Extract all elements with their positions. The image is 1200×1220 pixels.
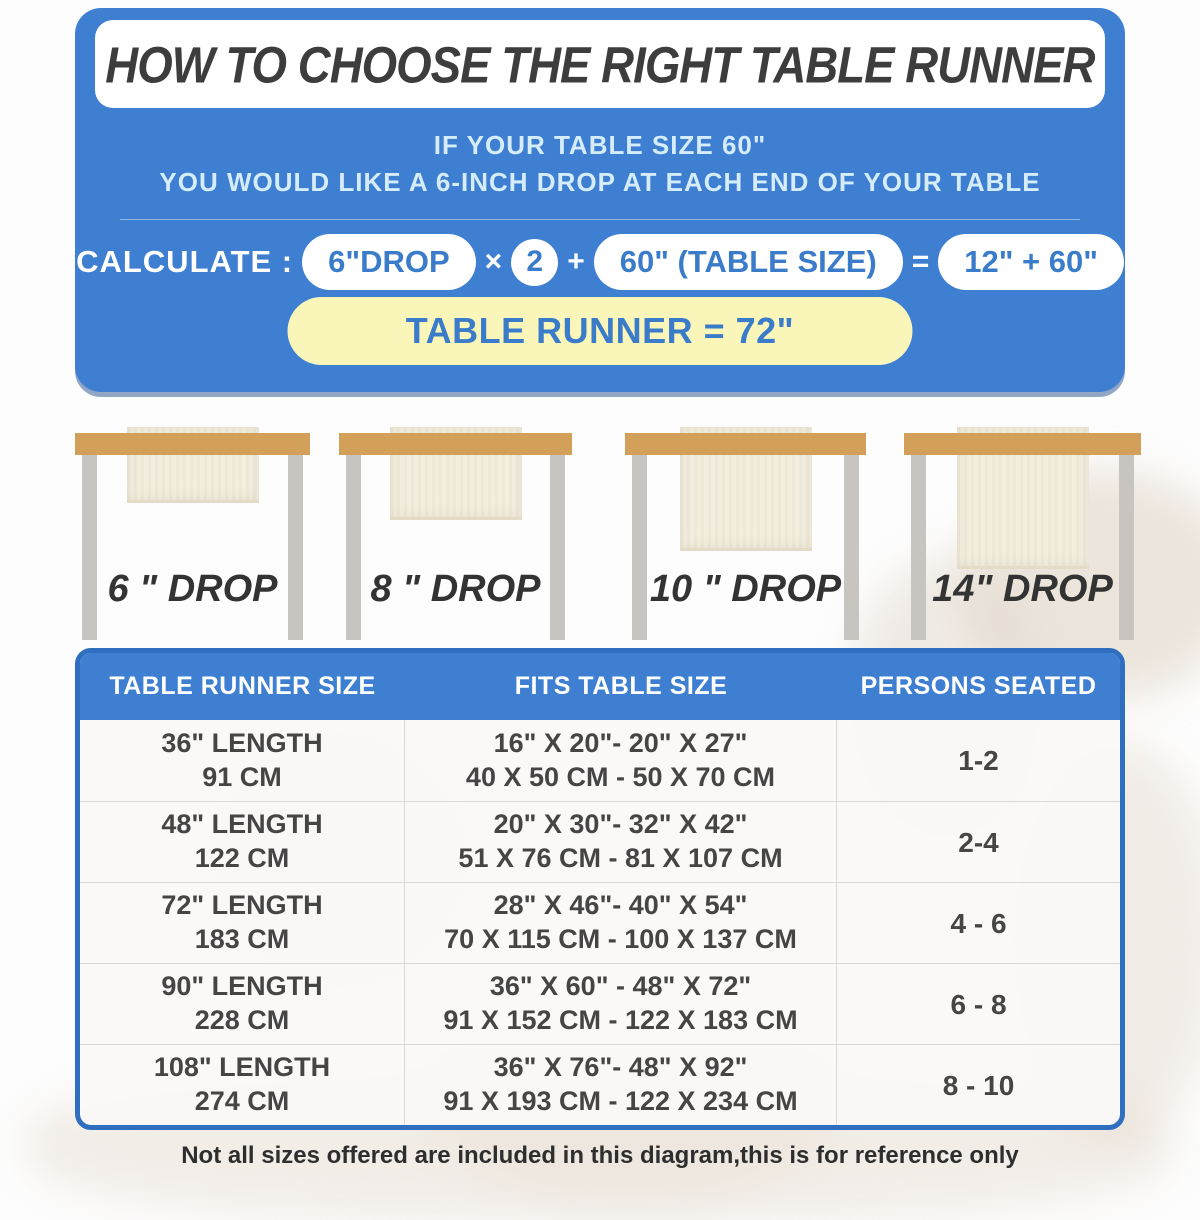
- column-header-persons: PERSONS SEATED: [860, 672, 1097, 700]
- fits-size-inches: 36" X 60" - 48" X 72": [489, 971, 752, 1002]
- persons-cell: 2-4: [958, 826, 999, 858]
- table-row: [80, 720, 1120, 801]
- fits-size-cm: 91 X 152 CM - 122 X 183 CM: [443, 1005, 798, 1035]
- fits-size-cell: [405, 964, 837, 1044]
- multiplier-badge: 2: [511, 239, 558, 286]
- tabletop-graphic: [75, 433, 310, 455]
- persons-cell: 8 - 10: [942, 1069, 1015, 1101]
- drop-label: 8 " DROP: [370, 568, 541, 610]
- table-row: [80, 963, 1120, 1044]
- fits-size-cell: [405, 883, 837, 963]
- divider-line: [120, 219, 1080, 220]
- fits-size-cell: [405, 802, 837, 882]
- fits-size-cell: [405, 720, 837, 801]
- result-highlight: TABLE RUNNER = 72": [288, 297, 913, 365]
- size-table-header-row: [80, 653, 1120, 720]
- multiply-sign: ×: [484, 245, 503, 278]
- table-leg-graphic: [346, 455, 361, 640]
- subtitle-table-size: IF YOUR TABLE SIZE 60": [433, 130, 767, 160]
- table-row: [80, 1044, 1120, 1125]
- drop-label: 14" DROP: [932, 568, 1113, 610]
- table-leg-graphic: [550, 455, 565, 640]
- table-row: [80, 801, 1120, 882]
- runner-size-inches: 36" LENGTH: [161, 727, 323, 758]
- persons-cell: 6 - 8: [950, 988, 1007, 1020]
- table-leg-graphic: [82, 455, 97, 640]
- runner-size-cm: 274 CM: [194, 1086, 290, 1116]
- page-title: HOW TO CHOOSE THE RIGHT TABLE RUNNER: [105, 35, 1095, 93]
- drop-examples-band: [0, 420, 1200, 648]
- fits-size-cm: 40 X 50 CM - 50 X 70 CM: [465, 761, 776, 792]
- fits-size-inches: 28" X 46"- 40" X 54": [493, 890, 748, 921]
- table-leg-graphic: [844, 455, 859, 640]
- runner-size-cm: 183 CM: [194, 924, 290, 954]
- persons-cell: 1-2: [958, 745, 999, 776]
- persons-cell: 4 - 6: [950, 907, 1007, 939]
- table-illustration-10-drop: [625, 420, 866, 648]
- runner-size-cell: [80, 883, 405, 963]
- fits-size-cm: 91 X 193 CM - 122 X 234 CM: [443, 1086, 798, 1116]
- tabletop-graphic: [339, 433, 572, 455]
- fits-size-cell: [405, 1045, 837, 1125]
- runner-size-cell: [80, 964, 405, 1044]
- plus-sign: +: [567, 245, 585, 278]
- table-illustration-8-drop: [339, 420, 572, 648]
- fits-size-inches: 16" X 20"- 20" X 27": [493, 727, 748, 758]
- size-reference-table: [75, 648, 1125, 1130]
- column-header-runner-size: TABLE RUNNER SIZE: [109, 672, 376, 700]
- runner-size-cm: 228 CM: [194, 1005, 290, 1035]
- fits-size-cm: 70 X 115 CM - 100 X 137 CM: [444, 924, 797, 954]
- equals-sign: =: [911, 245, 930, 278]
- runner-size-inches: 90" LENGTH: [161, 971, 323, 1002]
- subtitle-drop-wish: YOU WOULD LIKE A 6-INCH DROP AT EACH END OF YOUR TABLE: [159, 167, 1041, 197]
- calculation-row: [75, 234, 1125, 290]
- runner-size-cm: 122 CM: [194, 843, 290, 873]
- table-leg-graphic: [288, 455, 303, 640]
- drop-label: 6 " DROP: [107, 568, 278, 610]
- runner-size-cm: 91 CM: [202, 761, 282, 792]
- instructions-panel: [75, 8, 1125, 392]
- tabletop-graphic: [904, 433, 1141, 455]
- runner-size-cell: [80, 1045, 405, 1125]
- disclaimer-note: Not all sizes offered are included in this diagram,this is for reference only: [181, 1142, 1019, 1169]
- runner-size-inches: 48" LENGTH: [161, 809, 323, 840]
- drop-value-pill: 6"DROP: [302, 234, 476, 290]
- runner-size-inches: 108" LENGTH: [153, 1052, 331, 1083]
- runner-size-cell: [80, 802, 405, 882]
- fits-size-inches: 20" X 30"- 32" X 42": [493, 809, 748, 840]
- column-header-fits-size: FITS TABLE SIZE: [514, 672, 728, 700]
- table-row: [80, 882, 1120, 963]
- runner-size-cell: [80, 720, 405, 801]
- table-illustration-6-drop: [75, 420, 310, 648]
- sum-pill: 12" + 60": [938, 234, 1124, 290]
- title-banner: [95, 20, 1105, 108]
- fits-size-inches: 36" X 76"- 48" X 92": [493, 1052, 748, 1083]
- table-leg-graphic: [632, 455, 647, 640]
- runner-size-inches: 72" LENGTH: [161, 890, 323, 921]
- tabletop-graphic: [625, 433, 866, 455]
- drop-label: 10 " DROP: [649, 568, 842, 610]
- table-leg-graphic: [911, 455, 926, 640]
- table-illustration-14-drop: [904, 420, 1141, 648]
- table-leg-graphic: [1119, 455, 1134, 640]
- table-size-pill: 60" (TABLE SIZE): [594, 234, 903, 290]
- fits-size-cm: 51 X 76 CM - 81 X 107 CM: [458, 843, 783, 873]
- calculate-label: CALCULATE :: [76, 244, 294, 279]
